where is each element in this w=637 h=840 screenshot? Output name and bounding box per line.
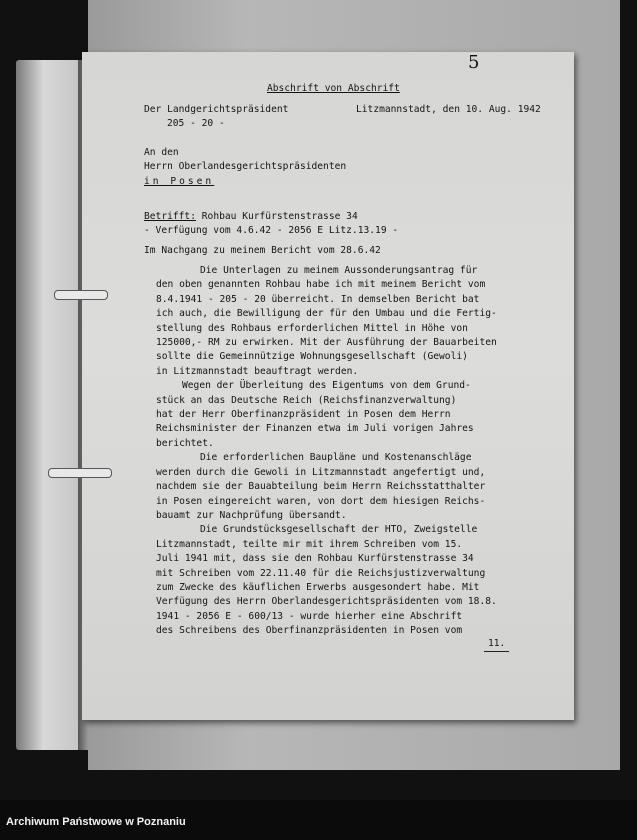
body-line: werden durch die Gewoli in Litzmannstadt angefertigt und, (156, 466, 486, 478)
body-line: ich auch, die Bewilligung der für den Umbau und die Fertig- (156, 308, 497, 320)
body-line: Litzmannstadt, teilte mir mit ihrem Schreiben vom 15. (156, 538, 463, 550)
recipient-salutation: An den (144, 147, 179, 158)
body-line: Die Grundstücksgesellschaft der HTO, Zweigstelle (200, 524, 478, 536)
body-line: 8.4.1941 - 205 - 20 überreicht. In demselben Bericht bat (156, 293, 480, 305)
subject-block (144, 210, 398, 239)
subject-text: Rohbau Kurfürstenstrasse 34 (201, 211, 358, 222)
document-title: Abschrift von Abschrift (267, 83, 400, 94)
folder-binding (16, 60, 84, 750)
handwritten-page-number: 5 (468, 52, 480, 73)
paragraph-4 (156, 523, 556, 638)
body-line: in Posen eingereicht waren, von dort dem hiesigen Reichs- (156, 495, 486, 507)
body-line: in Litzmannstadt beauftragt werden. (156, 365, 359, 377)
body-line: sollte die Gemeinnützige Wohnungsgesellschaft (Gewoli) (156, 351, 468, 363)
body-line: Verfügung des Herrn Oberlandesgerichtspräsidenten vom 18.8. (156, 596, 497, 608)
paragraph-3 (156, 451, 556, 523)
body-line: 1941 - 2056 E - 600/13 - wurde hierher eine Abschrift (156, 610, 463, 622)
archive-footer (0, 800, 637, 840)
binder-fastener-bottom (48, 468, 112, 478)
letter-body (156, 264, 556, 639)
body-line: stück an das Deutsche Reich (Reichsfinanzverwaltung) (156, 394, 457, 406)
subject-label: Betrifft: (144, 211, 196, 222)
sender-block (144, 103, 288, 132)
followup-reference: Im Nachgang zu meinem Bericht vom 28.6.42 (144, 245, 381, 256)
subject-reference: - Verfügung vom 4.6.42 - 2056 E Litz.13.19 - (144, 225, 399, 237)
recipient-city: in Posen (144, 175, 215, 187)
body-line: Die erforderlichen Baupläne und Kostenanschläge (200, 452, 472, 464)
body-line: mit Schreiben vom 22.11.40 für die Reichsjustizverwaltung (156, 567, 486, 579)
body-line: berichtet. (156, 437, 214, 449)
recipient-block (144, 146, 346, 189)
body-line: Reichsminister der Finanzen etwa im Juli vorigen Jahres (156, 423, 474, 435)
body-line: stellung des Rohbaus erforderlichen Mittel in Höhe von (156, 322, 468, 334)
archive-name: Archiwum Państwowe w Poznaniu (6, 816, 186, 828)
body-line: hat der Herr Oberfinanzpräsident in Posen dem Herrn (156, 409, 451, 421)
binder-fastener-top (54, 290, 108, 300)
body-line: den oben genannten Rohbau habe ich mit meinem Bericht vom (156, 279, 486, 291)
place-date: Litzmannstadt, den 10. Aug. 1942 (356, 104, 541, 115)
body-line: Die Unterlagen zu meinem Aussonderungsantrag für (200, 265, 478, 276)
body-line: des Schreibens des Oberfinanzpräsidenten in Posen vom (156, 625, 463, 637)
body-line: Juli 1941 mit, dass sie den Rohbau Kurfürstenstrasse 34 (156, 553, 474, 565)
body-line: 125000,- RM zu erwirken. Mit der Ausführung der Bauarbeiten (156, 337, 497, 349)
body-line: zum Zwecke des käuflichen Erwerbs ausgesondert habe. Mit (156, 581, 480, 593)
sender-name: Der Landgerichtspräsident (144, 104, 289, 115)
body-line: bauamt zur Nachprüfung übersandt. (156, 509, 347, 521)
document-page (82, 52, 574, 720)
body-line: Wegen der Überleitung des Eigentums von dem Grund- (182, 380, 471, 392)
paragraph-1 (156, 264, 556, 379)
paragraph-2 (156, 379, 556, 451)
body-line: nachdem sie der Bauabteilung beim Herrn Reichsstatthalter (156, 481, 486, 493)
recipient-name: Herrn Oberlandesgerichtspräsidenten (144, 161, 347, 173)
sender-reference: 205 - 20 - (167, 118, 225, 130)
continuation-marker: 11. (484, 637, 509, 652)
